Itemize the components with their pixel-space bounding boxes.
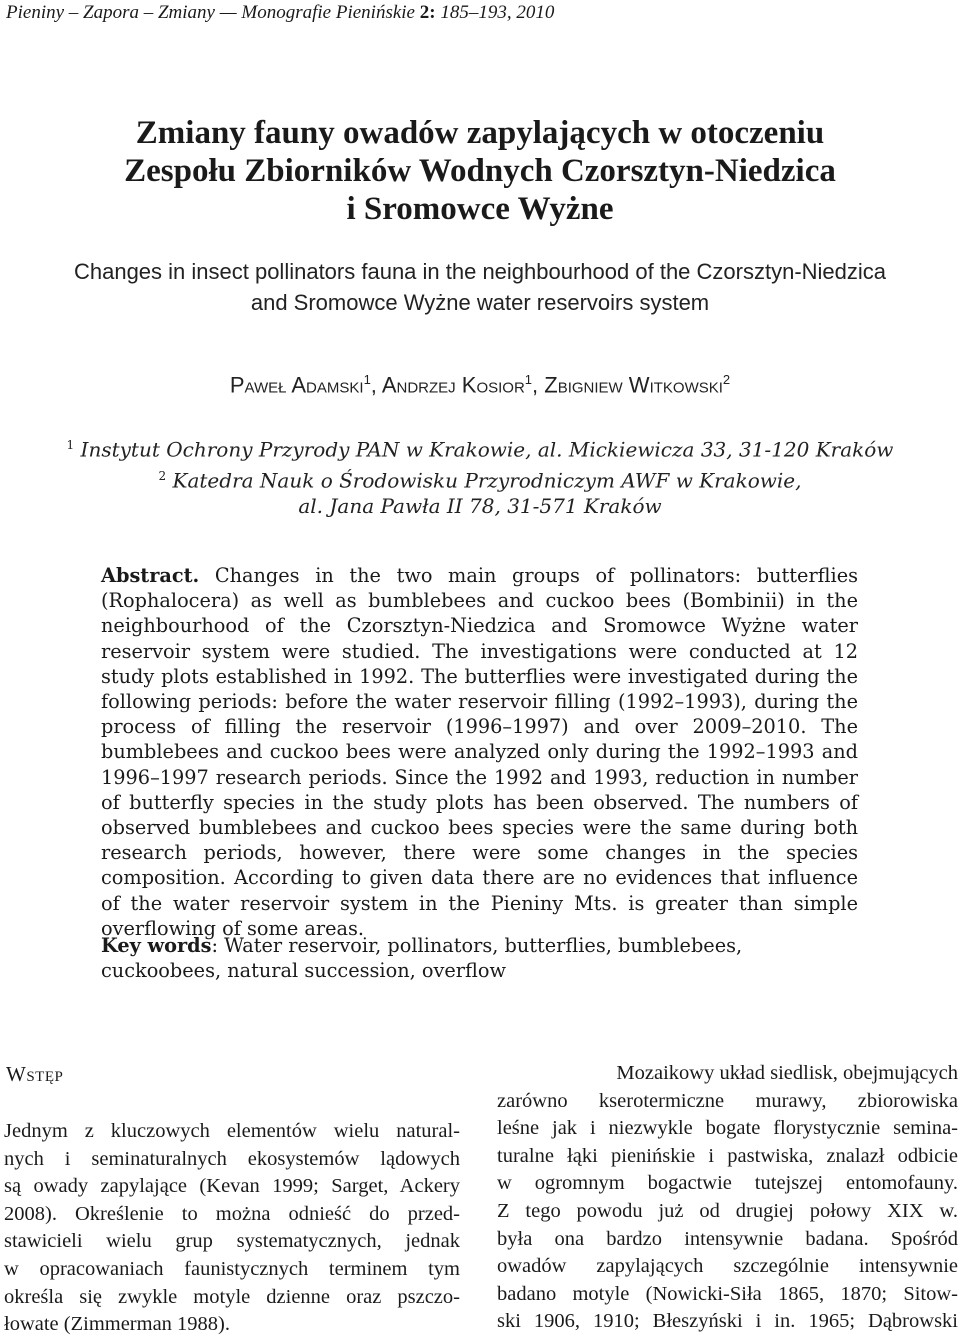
author-name: Andrzej Kosior	[381, 372, 525, 398]
author-separator: ,	[532, 372, 545, 398]
affiliation-text: Katedra Nauk o Środowisku Przyrodniczym AWF w Krakowie,	[172, 468, 802, 493]
volume-number: 2:	[419, 2, 436, 23]
body-line: turalne łąki pienińskie i pastwiska, znalazł odbicie	[497, 1144, 958, 1167]
journal-name: Pieniny – Zapora – Zmiany — Monografie Pienińskie	[6, 2, 415, 23]
page-range: 185–193, 2010	[440, 2, 555, 23]
keywords	[101, 933, 858, 983]
title-line: Zmiany fauny owadów zapylających w otoczeniu	[135, 115, 825, 151]
affiliation-line	[0, 432, 960, 463]
affiliation-line	[0, 463, 960, 494]
body-line: stawicieli wielu grup systematycznych, jednak	[4, 1230, 460, 1253]
author-separator: ,	[370, 372, 382, 398]
body-line: nych i seminaturalnych ekosystemów lądowych	[4, 1147, 460, 1170]
subtitle-line: and Sromowce Wyżne water reservoirs system	[250, 290, 710, 315]
author-affiliation-marker: 1	[363, 372, 371, 387]
author-name: Zbigniew Witkowski	[544, 372, 723, 398]
running-head	[6, 2, 554, 24]
title-line: i Sromowce Wyżne	[346, 191, 614, 227]
author-name: Paweł Adamski	[229, 372, 364, 398]
body-line: określa się zwykle motyle dzienne oraz pszczo-	[4, 1285, 460, 1308]
body-column-left	[4, 1118, 460, 1339]
subtitle-line: Changes in insect pollinators fauna in the neighbourhood of the Czorsztyn-Niedzica	[73, 259, 887, 284]
keywords-text: : Water reservoir, pollinators, butterflies, bumblebees, cuckoobees, natural succession, overflow	[101, 934, 743, 983]
body-line: była ona bardzo intensywnie badana. Spośród	[497, 1227, 958, 1250]
body-line: w opracowaniach faunistycznych terminem tym	[4, 1257, 460, 1280]
body-line: Mozaikowy układ siedlisk, obejmujących	[616, 1062, 958, 1084]
body-line: leśne jak i niezwykle bogate florystycznie semina-	[497, 1117, 958, 1140]
title-line: Zespołu Zbiorników Wodnych Czorsztyn-Niedzica	[124, 153, 836, 189]
affiliation-marker: 2	[158, 468, 167, 483]
body-line: badano motyle (Nowicki-Siła 1865, 1870; Sitow-	[497, 1282, 958, 1305]
affiliations	[0, 432, 960, 519]
abstract-label: Abstract.	[101, 564, 200, 587]
body-line: są owady zapylające (Kevan 1999; Sarget, Ackery	[4, 1175, 460, 1198]
section-heading: Wstęp	[6, 1062, 64, 1086]
author-affiliation-marker: 2	[722, 372, 731, 387]
body-line: zarówno kserotermiczne murawy, zbiorowiska	[497, 1089, 958, 1112]
paper-title	[0, 114, 960, 228]
body-line: ski 1906, 1910; Błeszyński i in. 1965; Dąbrowski	[497, 1310, 958, 1333]
body-column-right	[497, 1060, 958, 1336]
affiliation-text: Instytut Ochrony Przyrody PAN w Krakowie, al. Mickiewicza 33, 31-120 Kraków	[80, 437, 894, 462]
keywords-label: Key words	[101, 934, 212, 957]
author-affiliation-marker: 1	[524, 372, 533, 387]
affiliation-line	[0, 493, 960, 519]
body-line: Z tego powodu już od drugiej połowy XIX w.	[497, 1199, 958, 1222]
body-line: łowate (Zimmerman 1988).	[4, 1313, 231, 1336]
body-line: 2008). Określenie to można odnieść do przed-	[4, 1202, 460, 1225]
body-line: Jednym z kluczowych elementów wielu natural-	[4, 1120, 460, 1142]
abstract-text: Changes in the two main groups of pollinators: butterflies (Rophalocera) as well as bumblebees and cuckoo bees (Bombinii) in the neighbourhood of the Czorsztyn-Niedzica and Sromowce Wyżne water reservoir system were studied. The investigations were conducted at 12 study plots established in 1992. The butterflies were investigated during the following periods: before the water reservoir filling (1992–1993), during the process of filling the reservoir (1996–1997) and over 2009–2010. The bumblebees and cuckoo bees were analyzed only during the 1992–1993 and 1996–1997 research periods. Since the 1992 and 1993, reduction in number of butterfly species in the study plots has been observed. The numbers of observed bumblebees and cuckoo bees species were the same during both research periods, however, there were some changes in the species composition. According to given data there are no evidences that influence of the water reservoir system in the Pieniny Mts. is greater than simple overflowing of some areas.	[101, 564, 858, 940]
body-line: owadów zapylających szczególnie intensywnie	[497, 1255, 958, 1278]
english-title	[0, 256, 960, 318]
affiliation-text: al. Jana Pawła II 78, 31-571 Kraków	[298, 494, 662, 519]
abstract	[101, 563, 858, 941]
affiliation-marker: 1	[66, 438, 75, 452]
author-list	[0, 372, 960, 398]
body-line: w ogromnym bogactwie tutejszej entomofauny.	[497, 1172, 958, 1195]
